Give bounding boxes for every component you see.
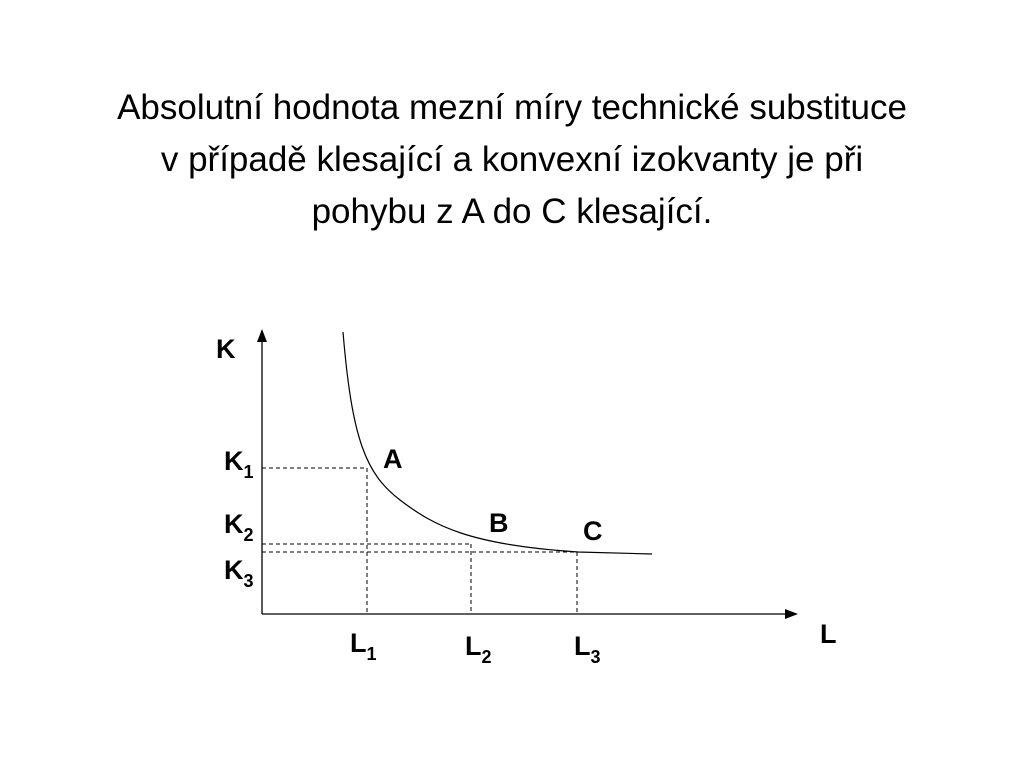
point-a-label: A <box>383 444 403 474</box>
l1-label: L1 <box>350 628 377 664</box>
x-axis-arrowhead <box>785 609 798 619</box>
point-b-label: B <box>489 508 509 538</box>
title-line-1: Absolutní hodnota mezní míry technické substituce <box>117 88 907 127</box>
title-line-3: pohybu z A do C klesající. <box>311 192 713 231</box>
y-axis-arrowhead <box>257 329 267 342</box>
x-axis-label: L <box>820 619 837 649</box>
y-axis-label: K <box>216 334 236 364</box>
k2-label: K2 <box>224 509 254 545</box>
title-line-2: v případě klesající a konvexní izokvanty je při <box>160 140 864 179</box>
l2-label: L2 <box>465 631 492 667</box>
point-c-label: C <box>583 516 603 546</box>
k1-label: K1 <box>224 446 254 482</box>
l3-label: L3 <box>574 631 601 667</box>
k3-label: K3 <box>224 555 254 591</box>
